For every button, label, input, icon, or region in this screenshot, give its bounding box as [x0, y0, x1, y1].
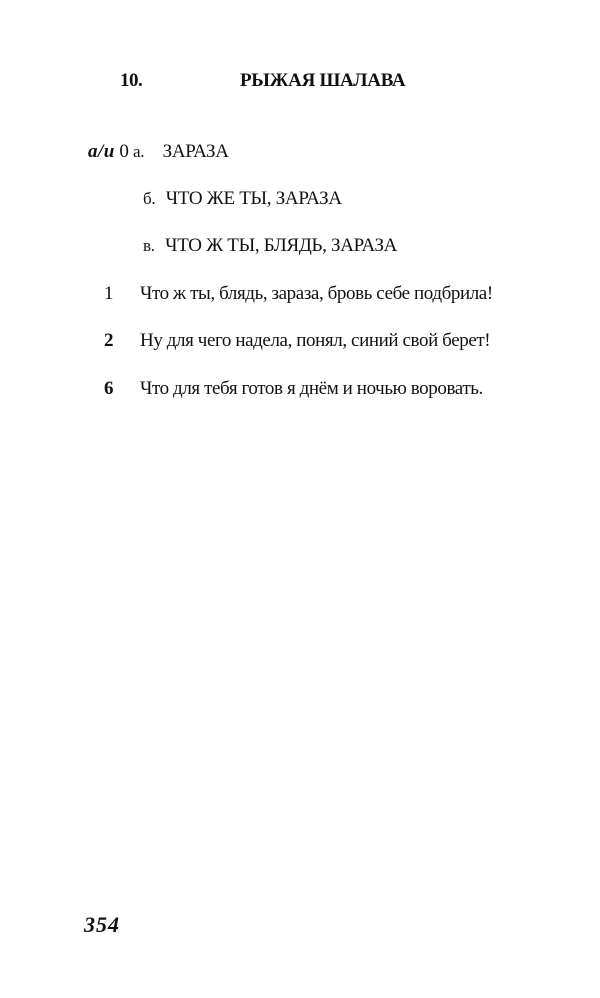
variant-mark: а. [132, 142, 145, 161]
variants-count: 0 [119, 141, 129, 162]
verse-line-number: 6 [104, 378, 114, 399]
verse-line-number: 1 [104, 283, 114, 304]
variant-row-b [143, 188, 342, 210]
verse-line-text: Что для тебя готов я днём и ночью воровать. [140, 378, 483, 399]
variant-row-c [143, 235, 397, 257]
page-number: 354 [84, 912, 120, 937]
verse-line-text: Ну для чего надела, понял, синий свой берет! [140, 330, 491, 351]
variant-row-a [88, 141, 229, 163]
variant-text: ЗАРАЗА [162, 141, 229, 162]
variant-mark: в. [143, 236, 155, 255]
variant-text: ЧТО Ж ТЫ, БЛЯДЬ, ЗАРАЗА [165, 235, 398, 256]
verse-line-number: 2 [104, 330, 114, 351]
verse-line [104, 378, 483, 400]
verse-line-text: Что ж ты, блядь, зараза, бровь себе подбрила! [140, 283, 493, 304]
variant-text: ЧТО ЖЕ ТЫ, ЗАРАЗА [165, 188, 342, 209]
verse-line [104, 330, 490, 352]
section-number: 10. [120, 70, 143, 91]
verse-line [104, 283, 493, 305]
variants-prefix: а/и [88, 141, 115, 162]
variant-mark: б. [143, 189, 156, 208]
song-title: РЫЖАЯ ШАЛАВА [240, 70, 406, 91]
